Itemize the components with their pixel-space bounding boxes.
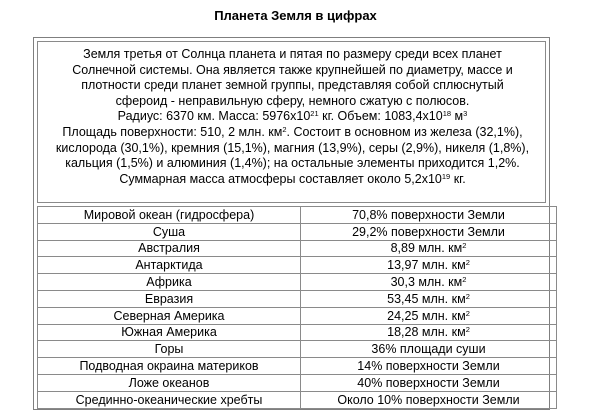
row-label: Срединно-океанические хребты [38,391,301,408]
table-row [38,207,557,224]
row-value-cell [301,257,557,274]
intro-line: кислорода (30,1%), кремния (15,1%), магния (13,9%), серы (2,9%), никеля (1,8%), [55,140,530,155]
row-value: 36% площади суши [371,342,486,357]
volume-unit: м [451,109,464,124]
table-row [38,374,557,391]
row-label: Северная Америка [38,307,301,324]
row-label: Антарктида [38,257,301,274]
surface-area-exponent: 2 [282,124,287,134]
row-label: Суша [38,223,301,240]
row-value-cell [301,240,557,257]
row-value-cell [301,223,557,240]
intro-line-surface-area [38,125,547,141]
row-label: Ложе океанов [38,374,301,391]
row-label: Подводная окраина материков [38,358,301,375]
row-label: Южная Америка [38,324,301,341]
intro-box [37,41,546,203]
table-row [38,240,557,257]
surface-area-text: Площадь поверхности: 510, 2 млн. км [62,124,283,139]
row-value: 14% поверхности Земли [357,359,500,374]
intro-line: Солнечной системы. Она является также крупнейшей по диаметру, массе и [72,62,513,77]
row-label: Африка [38,274,301,291]
row-value-cell [301,341,557,358]
earth-facts-table-body [38,207,557,409]
atmosphere-unit: кг. [450,171,466,186]
table-row [38,307,557,324]
table-row [38,257,557,274]
row-value-cell [301,290,557,307]
table-row [38,341,557,358]
row-value-cell [301,207,557,224]
row-value: 18,28 млн. км [387,325,466,340]
table-row [38,290,557,307]
row-value: 24,25 млн. км [387,308,466,323]
row-value: 70,8% поверхности Земли [352,207,505,222]
intro-text [38,47,547,187]
row-value: 8,89 млн. км [390,241,463,256]
atmosphere-text: Суммарная масса атмосферы составляет около 5,2x10 [119,171,442,186]
atmosphere-exponent: 19 [441,171,451,181]
row-value: 30,3 млн. км [390,275,463,290]
row-value-exponent: 2 [462,241,467,251]
row-value-cell [301,391,557,408]
row-value-exponent: 2 [465,325,470,335]
row-value: 53,45 млн. км [387,291,466,306]
row-value-exponent: 2 [465,308,470,318]
intro-line: плотности среди планет земной группы, представляя собой сплюснутый [81,78,504,93]
earth-facts-table [37,206,557,409]
row-label: Австралия [38,240,301,257]
radius-mass-text: Радиус: 6370 км. Масса: 5976x10 [117,109,311,124]
table-row [38,358,557,375]
row-value-cell [301,307,557,324]
mass-exponent: 21 [310,109,319,119]
row-value: 40% поверхности Земли [357,375,500,390]
row-value: Около 10% поверхности Земли [337,392,520,407]
table-row [38,223,557,240]
row-value: 29,2% поверхности Земли [352,224,505,239]
intro-line-radius-mass-volume [38,109,547,125]
row-value-exponent: 2 [465,258,470,268]
row-value-cell [301,324,557,341]
table-row [38,324,557,341]
row-value-exponent: 2 [465,291,470,301]
intro-line: кальция (1,5%) и алюминия (1,4%); на остальные элементы приходится 1,2%. [65,156,520,171]
composition-text: . Состоит в основном из железа (32,1%), [286,124,523,139]
volume-exponent: 18 [442,109,452,119]
row-value-cell [301,274,557,291]
row-value-exponent: 2 [462,275,467,285]
row-label: Мировой океан (гидросфера) [38,207,301,224]
row-value: 13,97 млн. км [387,258,466,273]
row-label: Горы [38,341,301,358]
table-row [38,274,557,291]
page-title: Планета Земля в цифрах [214,8,377,23]
table-row [38,391,557,408]
row-value-cell [301,358,557,375]
intro-line-atmosphere [38,172,547,188]
intro-line: Земля третья от Солнца планета и пятая по размеру среди всех планет [83,47,502,61]
volume-unit-exponent: 3 [463,109,468,119]
row-value-cell [301,374,557,391]
row-label: Евразия [38,290,301,307]
volume-text: кг. Объем: 1083,4x10 [318,109,443,124]
intro-line: сфероид - неправильную сферу, немного сжатую с полюсов. [115,93,470,108]
